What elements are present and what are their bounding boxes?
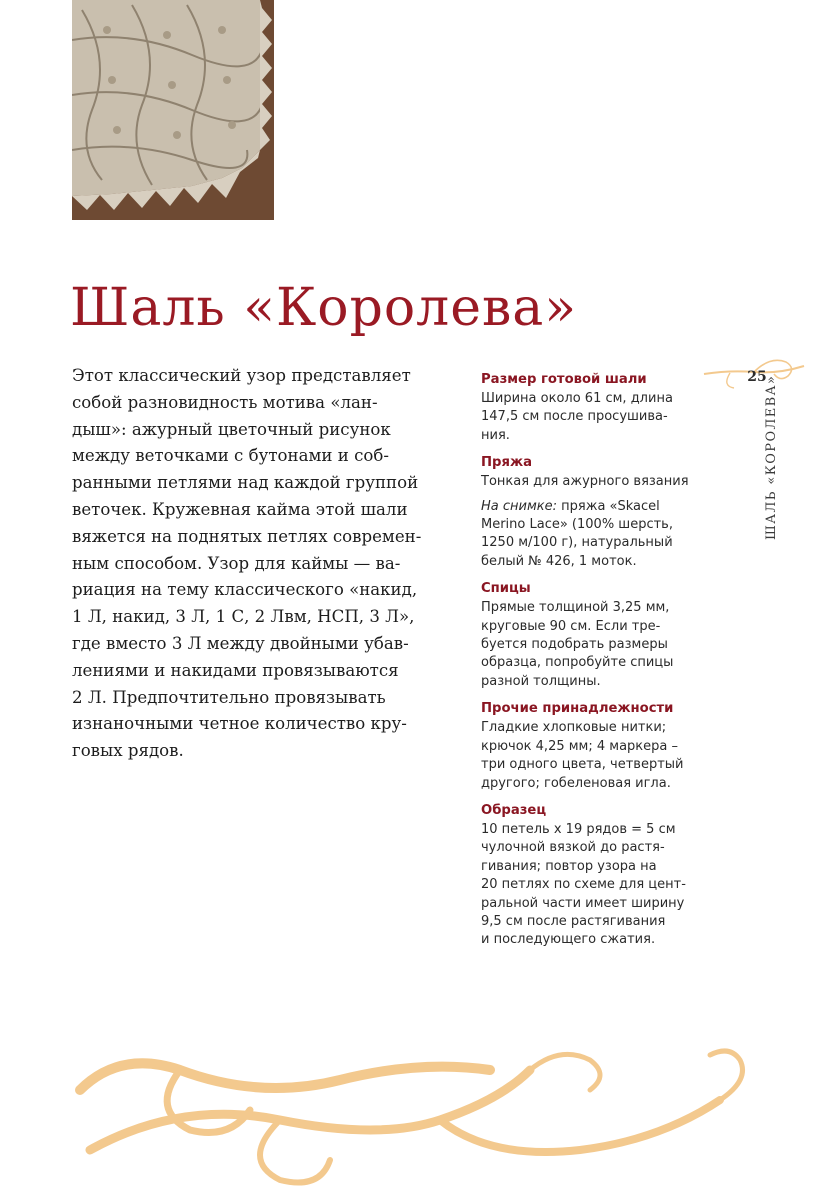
body-line: ранными петлями над каждой группой <box>72 473 419 493</box>
body-line: веточек. Кружевная кайма этой шали <box>72 499 408 519</box>
notions-line: Гладкие хлопковые нитки; <box>481 720 667 736</box>
yarn-photo-line: 1250 м/100 г), натуральный <box>481 535 673 551</box>
body-line: между веточками с бутонами и соб- <box>72 446 389 466</box>
body-line: изнаночными четное количество кру- <box>72 714 407 734</box>
gauge-line: 9,5 см после растягивания <box>481 913 666 929</box>
yarn-photo-rest: пряжа «Skacel <box>561 498 660 514</box>
notions-line: крючок 4,25 мм; 4 маркера – <box>481 738 678 754</box>
body-line: лениями и накидами провязываются <box>72 660 399 680</box>
yarn-photo-line: Merino Lace» (100% шерсть, <box>481 517 673 533</box>
gauge-line: 20 петлях по схеме для цент- <box>481 877 686 893</box>
body-line: риация на тему классического «накид, <box>72 580 418 600</box>
body-line: 2 Л. Предпочтительно провязывать <box>72 687 386 707</box>
body-line: дыш»: ажурный цветочный рисунок <box>72 419 391 439</box>
body-line: Этот классический узор представляет <box>72 366 411 385</box>
lace-shawl-photo <box>72 0 274 220</box>
size-line: 147,5 см после просушива- <box>481 409 668 425</box>
page-title: Шаль «Королева» <box>70 278 578 338</box>
size-line: Ширина около 61 см, длина <box>481 391 673 406</box>
yarn-photo-label: На снимке: <box>481 498 558 514</box>
needles-line: буется подобрать размеры <box>481 637 668 653</box>
specifications-sidebar <box>481 370 717 950</box>
needles-line: образца, попробуйте спицы <box>481 655 674 671</box>
yarn-photo-line <box>481 498 717 516</box>
intro-paragraph <box>72 363 458 765</box>
needles-line: круговые 90 см. Если тре- <box>481 618 661 634</box>
notions-line: три одного цвета, четвертый <box>481 757 684 773</box>
body-line: собой разновидность мотива «лан- <box>72 392 378 412</box>
notions-line: другого; гобеленовая игла. <box>481 775 671 791</box>
yarn-photo-line: белый № 426, 1 моток. <box>481 553 637 569</box>
body-line: ным способом. Узор для каймы — ва- <box>72 553 401 573</box>
body-line: говых рядов. <box>72 741 184 761</box>
gauge-line: ральной части имеет ширину <box>481 895 685 911</box>
body-line: 1 Л, накид, 3 Л, 1 С, 2 Лвм, НСП, 3 Л», <box>72 607 415 627</box>
body-line: где вместо 3 Л между двойными убав- <box>72 633 409 653</box>
size-heading: Размер готовой шали <box>481 372 647 387</box>
bottom-flourish-ornament <box>60 1040 760 1200</box>
yarn-heading: Пряжа <box>481 455 532 471</box>
body-line: вяжется на поднятых петлях современ- <box>72 526 422 546</box>
gauge-line: и последующего сжатия. <box>481 932 656 948</box>
page-number: 25 <box>747 369 767 385</box>
gauge-line: 10 петель х 19 рядов = 5 см <box>481 821 676 837</box>
gauge-line: гивания; повтор узора на <box>481 858 657 874</box>
needles-line: Прямые толщиной 3,25 мм, <box>481 600 670 616</box>
gauge-line: чулочной вязкой до растя- <box>481 840 665 856</box>
yarn-line: Тонкая для ажурного вязания <box>481 474 689 490</box>
needles-heading: Спицы <box>481 581 531 597</box>
needles-line: разной толщины. <box>481 673 601 689</box>
notions-heading: Прочие принадлежности <box>481 701 674 717</box>
running-title: ШАЛЬ «КОРОЛЕВА» <box>764 374 779 540</box>
size-line: ния. <box>481 427 510 443</box>
gauge-heading: Образец <box>481 802 547 818</box>
